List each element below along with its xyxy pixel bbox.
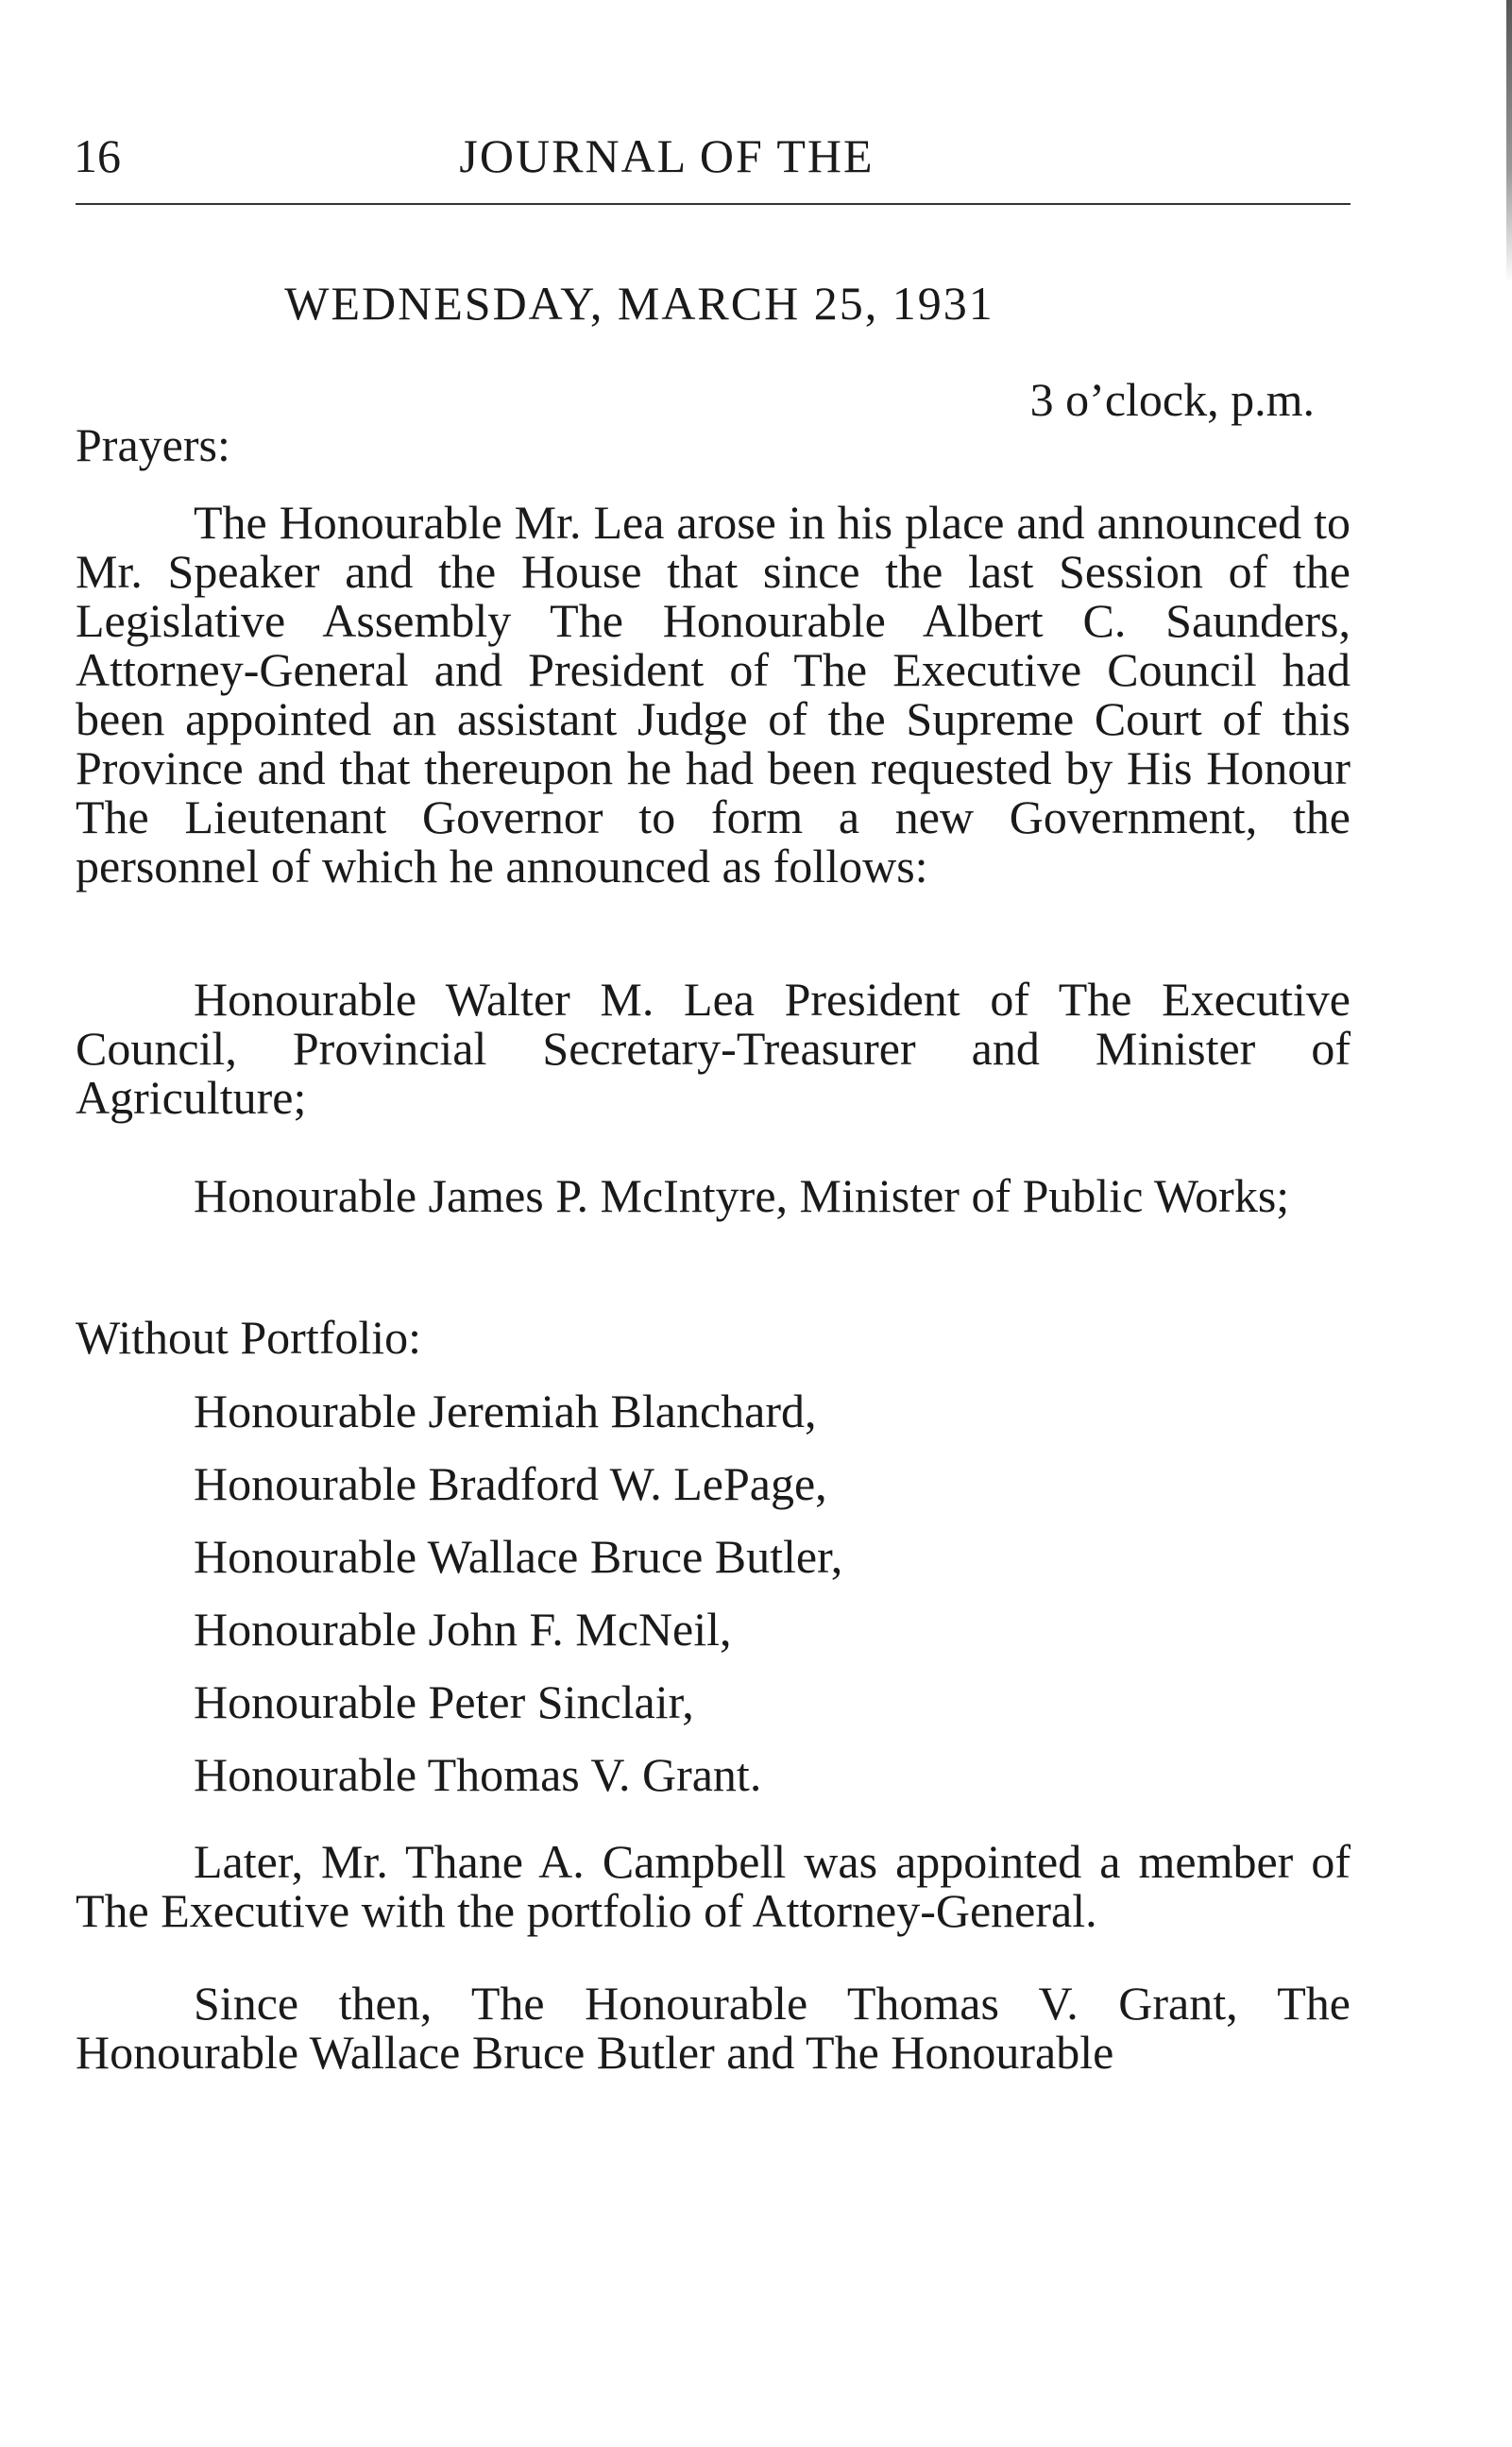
- resignation-paragraph: Since then, The Honourable Thomas V. Grant, The Honourable Wallace Bruce Butler and The Honourable: [76, 1977, 1351, 2079]
- without-portfolio-list: [194, 1386, 842, 1823]
- list-item: Honourable Wallace Bruce Butler,: [194, 1530, 843, 1583]
- session-time: 3 o’clock, p.m.: [1029, 373, 1315, 426]
- list-item: Honourable Peter Sinclair,: [194, 1675, 694, 1728]
- announcement-paragraph: The Honourable Mr. Lea arose in his place and announced to Mr. Speaker and the House that since the last Session of the Legislative Assembly The Honourable Albert C. Saunders, Attorney-General and President of The Executive Council had been appointed an assistant Judge of the Supreme Court of this Province and that thereupon he had been requested by His Honour The Lieutenant Governor to form a new Government, the personnel of which he announced as follows:: [76, 496, 1351, 892]
- list-item: Honourable Bradford W. LePage,: [194, 1457, 827, 1510]
- header-rule: [76, 203, 1351, 205]
- attorney-general-paragraph: Later, Mr. Thane A. Campbell was appointed a member of The Executive with the portfolio of Attorney-General.: [76, 1835, 1351, 1937]
- without-portfolio-label: Without Portfolio:: [76, 1311, 422, 1364]
- page-edge-shadow: [1506, 0, 1512, 283]
- public-works-appointment-paragraph: Honourable James P. McIntyre, Minister of Public Works;: [194, 1169, 1290, 1222]
- session-date: WEDNESDAY, MARCH 25, 1931: [284, 277, 994, 330]
- list-item: Honourable Jeremiah Blanchard,: [194, 1385, 817, 1437]
- page-number: 16: [74, 129, 121, 182]
- president-appointment-paragraph: Honourable Walter M. Lea President of The Executive Council, Provincial Secretary-Treasurer and Minister of Agriculture;: [76, 973, 1351, 1124]
- running-title: JOURNAL OF THE: [459, 129, 875, 182]
- list-item: Honourable Thomas V. Grant.: [194, 1748, 762, 1801]
- list-item: Honourable John F. McNeil,: [194, 1603, 732, 1656]
- page-header: [74, 127, 1351, 184]
- prayers-label: Prayers:: [76, 418, 230, 471]
